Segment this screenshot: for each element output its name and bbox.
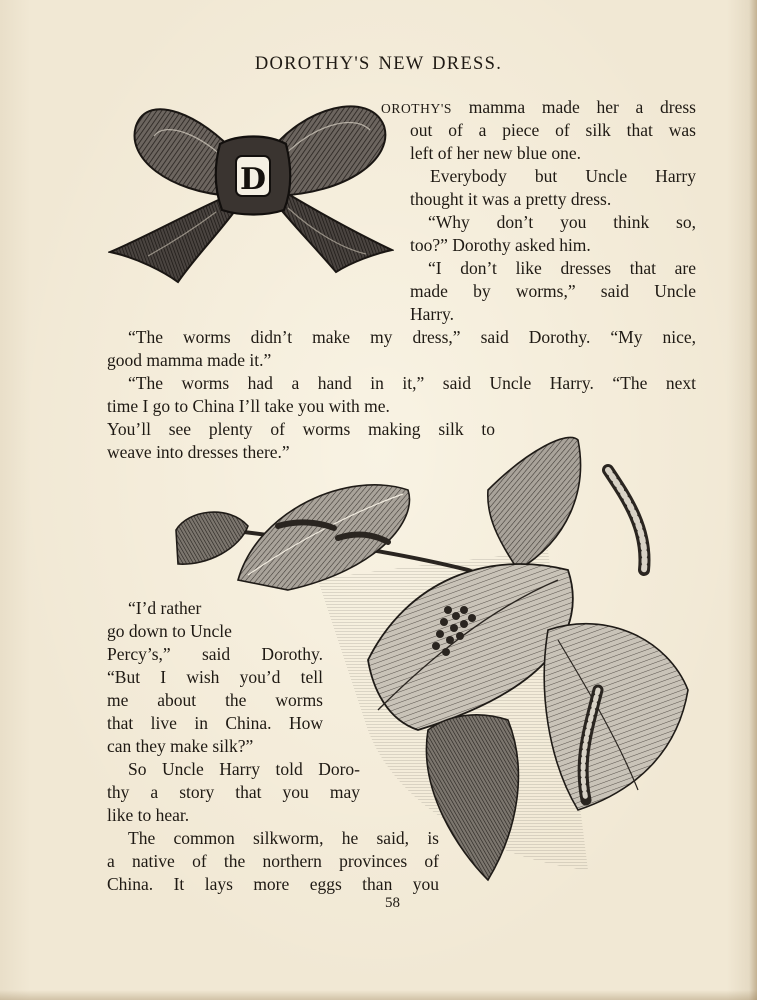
text-line: So Uncle Harry told Doro- xyxy=(128,759,360,779)
text-line: OROTHY'S mamma made her a dress xyxy=(381,97,696,117)
text-line: “I don’t like dresses that are xyxy=(428,258,696,278)
text-line: “Why don’t you think so, xyxy=(428,212,696,232)
page-number: 58 xyxy=(385,895,400,911)
text-line: time I go to China I’ll take you with me. xyxy=(107,396,390,416)
text-line: me about the worms xyxy=(107,690,323,710)
text-line: “The worms had a hand in it,” said Uncle Harry. “The next xyxy=(128,373,696,393)
text-line: like to hear. xyxy=(107,805,190,825)
text-line: too?” Dorothy asked him. xyxy=(410,235,591,255)
text-line: go down to Uncle xyxy=(107,621,232,641)
text-line: weave into dresses there.” xyxy=(107,442,290,462)
text-line: “The worms didn’t make my dress,” said Dorothy. “My nice, xyxy=(128,327,696,347)
text-line: “But I wish you’d tell xyxy=(107,667,323,687)
text-line: can they make silk?” xyxy=(107,736,254,756)
text-line: good mamma made it.” xyxy=(107,350,272,370)
text-line: You’ll see plenty of worms making silk to xyxy=(107,419,495,439)
text-line: a native of the northern provinces of xyxy=(107,851,439,871)
text-line: thought it was a pretty dress. xyxy=(410,189,612,209)
text-line: thy a story that you may xyxy=(107,782,360,802)
running-title: DOROTHY'S NEW DRESS. xyxy=(254,54,503,74)
text-line: that live in China. How xyxy=(107,713,323,733)
text-line: left of her new blue one. xyxy=(410,143,582,163)
drop-cap-letter: D xyxy=(239,162,267,197)
page-bottom-shadow xyxy=(0,990,757,1000)
text-line: Everybody but Uncle Harry xyxy=(430,166,696,186)
text-line: made by worms,” said Uncle xyxy=(410,281,696,301)
text-line: out of a piece of silk that was xyxy=(410,120,696,140)
bow-drop-cap-illustration xyxy=(108,96,394,284)
text-line: Percy’s,” said Dorothy. xyxy=(107,644,323,664)
page-edge-shadow xyxy=(749,0,757,1000)
text-line: “I’d rather xyxy=(128,598,202,618)
text-line: China. It lays more eggs than you xyxy=(107,874,439,894)
text-line: The common silkworm, he said, is xyxy=(128,828,439,848)
text-line: Harry. xyxy=(410,304,455,324)
